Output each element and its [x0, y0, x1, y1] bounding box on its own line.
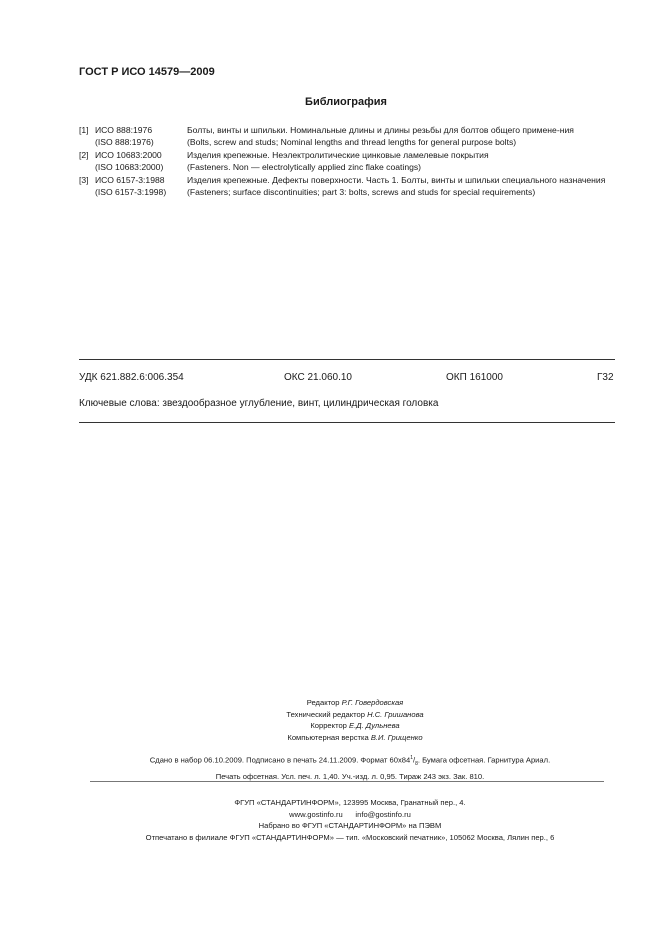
entry-text: Изделия крепежные. Неэлектролитические цинковые ламелевые покрытия	[187, 150, 489, 160]
entry-text: Болты, винты и шпильки. Номинальные длины и длины резьбы для болтов общего примене-ния	[187, 125, 574, 135]
entry-number: [3]	[79, 175, 89, 185]
bibliography-entry	[79, 186, 619, 198]
divider-top	[79, 359, 615, 360]
entry-code: ИСО 888:1976	[95, 125, 153, 135]
udk-code: УДК 621.882.6:006.354	[79, 372, 184, 383]
entry-text: (Fasteners. Non — electrolytically applied zinc flake coatings)	[187, 162, 422, 172]
keywords: Ключевые слова: звездообразное углубление, винт, цилиндрическая головка	[79, 398, 439, 409]
credit-role: Редактор	[306, 698, 340, 707]
bibliography-entry	[79, 174, 619, 186]
divider-print	[90, 781, 604, 782]
publisher-website: www.gostinfo.ru	[289, 809, 343, 819]
publisher-printer: Отпечатано в филиале ФГУП «СТАНДАРТИНФОРМ» — тип. «Московский печатник», 105062 Москва, Лялин пер., 6	[145, 832, 555, 842]
bibliography-list	[79, 124, 619, 198]
okp-code: ОКП 161000	[446, 372, 503, 383]
credit-name: Н.С. Гришанова	[367, 709, 424, 719]
oks-code: ОКС 21.060.10	[284, 372, 352, 383]
divider-bottom	[79, 422, 615, 423]
publisher-email: info@gostinfo.ru	[355, 809, 411, 819]
publisher-typeset: Набрано во ФГУП «СТАНДАРТИНФОРМ» на ПЭВМ	[258, 821, 442, 830]
print-line: Сдано в набор 06.10.2009. Подписано в печать 24.11.2009. Формат $60х84^1/_8$. Бумага офсетная. Гарнитура Ариал.	[149, 755, 551, 768]
credit-role: Компьютерная верстка	[287, 732, 369, 742]
bibliography-entry	[79, 149, 619, 161]
entry-text: (Fasteners; surface discontinuities; part 3: bolts, screws and studs for special requirements)	[187, 187, 536, 197]
page-title: Библиография	[305, 96, 387, 108]
bibliography-entry	[79, 161, 619, 173]
publisher-contacts	[80, 809, 620, 821]
entry-number: [2]	[79, 150, 89, 160]
entry-code: (ISO 10683:2000)	[95, 162, 164, 172]
entry-code: ИСО 6157-3:1988	[95, 175, 165, 185]
credit-line	[200, 720, 510, 732]
entry-number	[79, 186, 95, 198]
entry-code: (ISO 888:1976)	[95, 137, 154, 147]
entry-text: Изделия крепежные. Дефекты поверхности. Часть 1. Болты, винты и шпильки специального назначения	[187, 175, 606, 185]
credit-line	[200, 697, 510, 709]
credits-block	[200, 697, 510, 743]
credit-name: Р.Г. Говердовская	[341, 698, 404, 707]
entry-number: [1]	[79, 125, 89, 135]
bibliography-entry	[79, 136, 619, 148]
print-line: Печать офсетная. Усл. печ. л. 1,40. Уч.-изд. л. 0,95. Тираж 243 экз. Зак. 810.	[215, 771, 485, 781]
entry-code: (ISO 6157-3:1998)	[95, 187, 167, 197]
credit-role: Корректор	[310, 721, 347, 730]
group-code: Г32	[597, 372, 614, 383]
publisher-address: ФГУП «СТАНДАРТИНФОРМ», 123995 Москва, Гранатный пер., 4.	[234, 798, 466, 807]
entry-number	[79, 136, 95, 148]
document-id: ГОСТ Р ИСО 14579—2009	[79, 66, 215, 78]
bibliography-entry	[79, 124, 619, 136]
print-info	[90, 752, 610, 783]
entry-text: (Bolts, screw and studs; Nominal lengths and thread lengths for general purpose bolts)	[187, 137, 517, 147]
entry-number	[79, 161, 95, 173]
credit-line	[200, 709, 510, 721]
credit-line	[200, 732, 510, 744]
credit-role: Технический редактор	[286, 709, 365, 719]
entry-code: ИСО 10683:2000	[95, 150, 162, 160]
credit-name: В.И. Грищенко	[370, 732, 423, 742]
publisher-block	[80, 797, 620, 843]
credit-name: Е.Д. Дульнева	[349, 721, 400, 730]
